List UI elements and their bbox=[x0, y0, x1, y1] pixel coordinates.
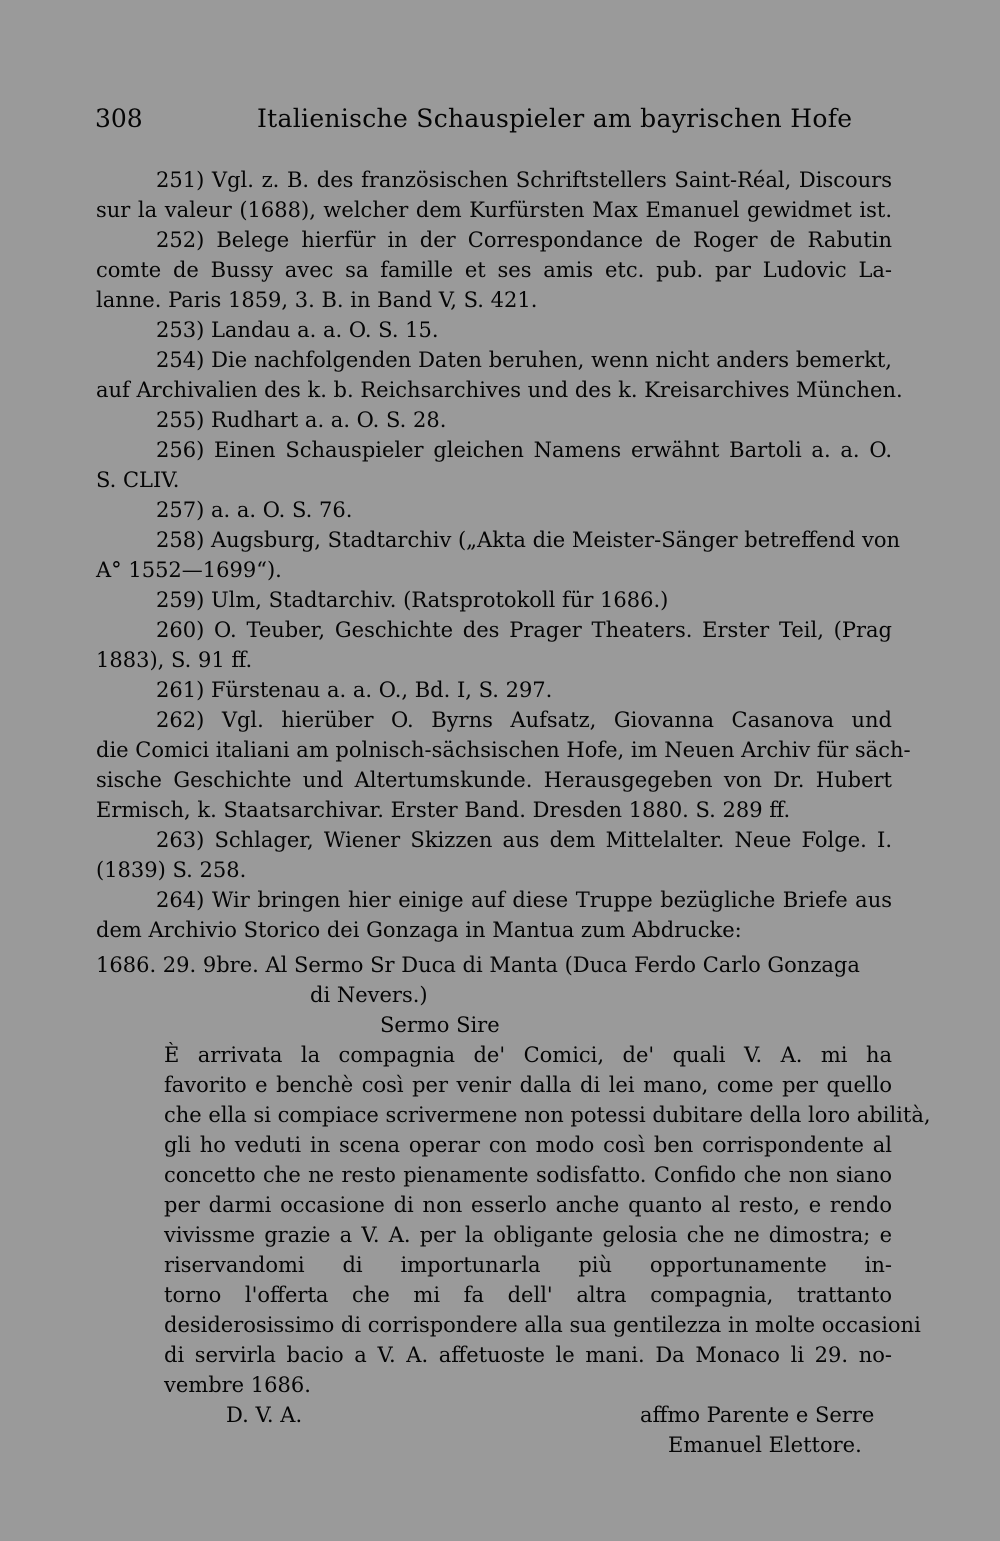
letter-line: per darmi occasione di non esserlo anche quanto al resto, e rendo bbox=[164, 1193, 892, 1217]
footnote-line: 261) Fürstenau a. a. O., Bd. I, S. 297. bbox=[156, 678, 553, 702]
footnote-line: comte de Bussy avec sa famille et ses amis etc. pub. par Ludovic La- bbox=[96, 258, 892, 282]
letter-line: vivissme grazie a V. A. per la obligante gelosia che ne dimostra; e bbox=[164, 1223, 892, 1247]
page-header bbox=[95, 100, 895, 140]
footnote-line: dem Archivio Storico dei Gonzaga in Mantua zum Abdrucke: bbox=[96, 918, 742, 942]
letter-heading: 1686. 29. 9bre. Al Sermo Sr Duca di Manta (Duca Ferdo Carlo Gonzaga bbox=[96, 953, 860, 977]
letter-signature-right: affmo Parente e Serre bbox=[640, 1403, 875, 1427]
footnote-line: 260) O. Teuber, Geschichte des Prager Theaters. Erster Teil, (Prag bbox=[156, 618, 892, 642]
footnote-line: 264) Wir bringen hier einige auf diese Truppe bezügliche Briefe aus bbox=[156, 888, 892, 912]
footnote-line: A° 1552—1699“). bbox=[96, 558, 282, 582]
footnote-line: 255) Rudhart a. a. O. S. 28. bbox=[156, 408, 447, 432]
footnote-line: S. CLIV. bbox=[96, 468, 180, 492]
footnote-line: 253) Landau a. a. O. S. 15. bbox=[156, 318, 439, 342]
letter-heading-continued: di Nevers.) bbox=[310, 983, 428, 1007]
running-head: Italienische Schauspieler am bayrischen Hofe bbox=[257, 104, 853, 133]
footnote-line: sische Geschichte und Altertumskunde. Herausgegeben von Dr. Hubert bbox=[96, 768, 892, 792]
footnote-line: 256) Einen Schauspieler gleichen Namens erwähnt Bartoli a. a. O. bbox=[156, 438, 892, 462]
footnote-line: 259) Ulm, Stadtarchiv. (Ratsprotokoll für 1686.) bbox=[156, 588, 669, 612]
footnote-line: Ermisch, k. Staatsarchivar. Erster Band. Dresden 1880. S. 289 ff. bbox=[96, 798, 791, 822]
footnote-line: sur la valeur (1688), welcher dem Kurfürsten Max Emanuel gewidmet ist. bbox=[96, 198, 892, 222]
footnote-line: 263) Schlager, Wiener Skizzen aus dem Mittelalter. Neue Folge. I. bbox=[156, 828, 892, 852]
letter-line: favorito e benchè così per venir dalla di lei mano, come per quello bbox=[164, 1073, 892, 1097]
letter-line: che ella si compiace scrivermene non potessi dubitare della loro abilità, bbox=[164, 1103, 931, 1127]
footnote-line: 257) a. a. O. S. 76. bbox=[156, 498, 353, 522]
footnote-line: lanne. Paris 1859, 3. B. in Band V, S. 421. bbox=[96, 288, 538, 312]
letter-line: vembre 1686. bbox=[164, 1373, 311, 1397]
footnote-line: 1883), S. 91 ff. bbox=[96, 648, 253, 672]
letter-line: di servirla bacio a V. A. affetuoste le mani. Da Monaco li 29. no- bbox=[164, 1343, 892, 1367]
footnote-line: (1839) S. 258. bbox=[96, 858, 247, 882]
footnote-line: die Comici italiani am polnisch-sächsischen Hofe, im Neuen Archiv für säch- bbox=[96, 738, 911, 762]
footnote-line: 258) Augsburg, Stadtarchiv („Akta die Meister-Sänger betreffend von bbox=[156, 528, 901, 552]
letter-line: concetto che ne resto pienamente sodisfatto. Confido che non siano bbox=[164, 1163, 892, 1187]
letter-line: È arrivata la compagnia de' Comici, de' quali V. A. mi ha bbox=[164, 1043, 892, 1067]
footnote-line: 251) Vgl. z. B. des französischen Schriftstellers Saint-Réal, Discours bbox=[156, 168, 892, 192]
letter-signature-name: Emanuel Elettore. bbox=[668, 1433, 862, 1457]
letter-line: riservandomi di importunarla più opportunamente in- bbox=[164, 1253, 892, 1277]
footnote-line: 252) Belege hierfür in der Correspondance de Roger de Rabutin bbox=[156, 228, 892, 252]
footnote-line: 262) Vgl. hierüber O. Byrns Aufsatz, Giovanna Casanova und bbox=[156, 708, 892, 732]
footnote-line: 254) Die nachfolgenden Daten beruhen, wenn nicht anders bemerkt, bbox=[156, 348, 892, 372]
letter-line: gli ho veduti in scena operar con modo così ben corrispondente al bbox=[164, 1133, 892, 1157]
footnote-line: auf Archivalien des k. b. Reichsarchives und des k. Kreisarchives München. bbox=[96, 378, 903, 402]
letter-line: torno l'offerta che mi fa dell' altra compagnia, trattanto bbox=[164, 1283, 892, 1307]
letter-signature-left: D. V. A. bbox=[226, 1403, 303, 1427]
letter-salutation: Sermo Sire bbox=[380, 1013, 500, 1037]
page-number: 308 bbox=[95, 104, 143, 133]
letter-line: desiderosissimo di corrispondere alla sua gentilezza in molte occasioni bbox=[164, 1313, 921, 1337]
